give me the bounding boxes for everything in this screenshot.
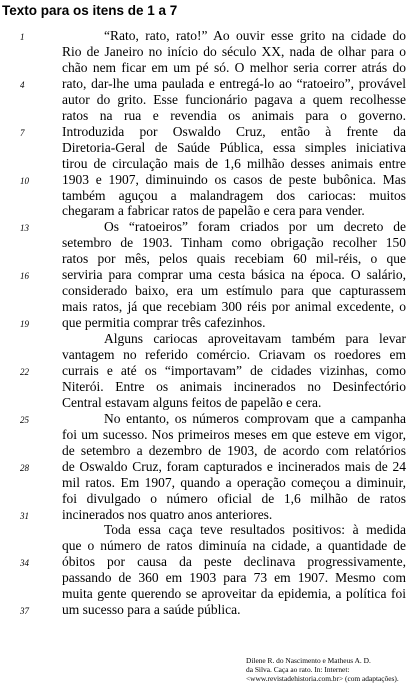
text-line: No entanto, os números comprovam que a campanha — [104, 410, 406, 426]
line-number: 13 — [20, 223, 29, 234]
text-line: Alguns cariocas aproveitavam também para levar — [104, 331, 406, 347]
text-line: ratos na rua e revendia os animais para o governo. — [62, 107, 406, 123]
text-line: foi um sucesso. Nos primeiros meses em que esteve em vigor, — [62, 426, 406, 442]
line-number: 37 — [20, 606, 29, 617]
text-line: que permitia comprar três cafezinhos. — [62, 315, 266, 331]
line-number: 25 — [20, 414, 29, 425]
page-title: Texto para os itens de 1 a 7 — [2, 3, 178, 18]
line-number: 7 — [20, 127, 25, 138]
text-line: Os “ratoeiros” foram criados por um decreto de — [104, 219, 406, 235]
text-line: Diretoria-Geral de Saúde Pública, essa simples iniciativa — [62, 139, 406, 155]
line-number: 1 — [20, 32, 25, 42]
text-line: setembro de 1903. Tinham como obrigação recolher 150 — [62, 235, 406, 251]
text-line: 1903 e 1907, diminuindo os casos de peste bubônica. Mas — [62, 171, 406, 187]
source-line: da Silva. Caça ao rato. In: Internet: — [246, 665, 350, 674]
text-line: Niterói. Entre os animais incinerados no Desinfectório — [62, 378, 406, 394]
line-number: 22 — [20, 366, 29, 377]
line-number: 34 — [20, 558, 29, 569]
text-line: tirou de circulação mais de 1,6 milhão desses animais entre — [62, 155, 406, 171]
text-line: serviria para comprar uma cesta básica na época. O salário, — [62, 267, 406, 283]
text-line: vantagem no referido comércio. Criavam os roedores em — [62, 347, 406, 362]
text-line: chegaram a fabricar ratos de papelão e cera para vender. — [62, 203, 365, 219]
text-line: Toda essa caça teve resultados positivos: à medida — [104, 522, 406, 538]
text-line: passando de 360 em 1903 para 73 em 1907. Mesmo com — [62, 570, 406, 586]
text-line: mais ratos, já que recebiam 300 réis por animal excedente, o — [62, 299, 406, 315]
line-number: 4 — [20, 79, 25, 90]
line-number: 28 — [20, 462, 29, 473]
source-citation — [246, 656, 406, 683]
source-line: <www.revistadehistoria.com.br> (com adaptações). — [246, 674, 399, 683]
text-line: óbitos por causa da peste declinava progressivamente, — [62, 554, 406, 570]
text-line: também aguçou a malandragem dos cariocas: muitos — [62, 187, 406, 203]
text-line: que o número de ratos diminuía na cidade, a quantidade de — [62, 538, 406, 554]
text-line: de setembro a dezembro de 1903, de acordo com relatórios — [62, 442, 406, 458]
text-line: “Rato, rato, rato!” Ao ouvir esse grito na cidade do — [104, 28, 406, 43]
source-line: Dilene R. do Nascimento e Matheus A. D. — [246, 656, 371, 665]
text-line: ratos por mês, pelos quais recebiam 60 mil-réis, o que — [62, 251, 406, 267]
line-number: 10 — [20, 175, 29, 186]
line-number: 16 — [20, 271, 29, 282]
text-line: rato, dar-lhe uma paulada e entregá-lo ao “ratoeiro”, provável — [62, 75, 406, 91]
text-line: incinerados nos quatro anos anteriores. — [62, 506, 273, 522]
text-line: Introduzida por Oswaldo Cruz, então à frente da — [62, 123, 406, 139]
text-line: chão nem ficar em um pé só. O melhor seria correr atrás do — [62, 59, 406, 75]
text-line: foi divulgado o número oficial de 1,6 milhão de ratos — [62, 490, 406, 506]
text-line: currais e até os “importavam” de cidades vizinhas, como — [62, 362, 406, 378]
line-number: 19 — [20, 319, 29, 330]
text-line: de Oswaldo Cruz, foram capturados e incinerados mais de 24 — [62, 458, 406, 474]
text-line: considerado baixo, era um estímulo para que capturassem — [62, 283, 406, 299]
text-line: Rio de Janeiro no início do século XX, nada de olhar para o — [62, 43, 406, 59]
text-line: muita gente querendo se aproveitar da epidemia, a política foi — [62, 586, 406, 602]
text-line: um sucesso para a saúde pública. — [62, 602, 241, 618]
text-line: mil ratos. Em 1907, quando a operação começou a diminuir, — [62, 474, 406, 490]
text-line: autor do grito. Esse funcionário pagava a quem recolhesse — [62, 91, 406, 107]
text-line: Central estavam alguns feitos de papelão e cera. — [62, 394, 322, 410]
line-number: 31 — [20, 510, 29, 521]
